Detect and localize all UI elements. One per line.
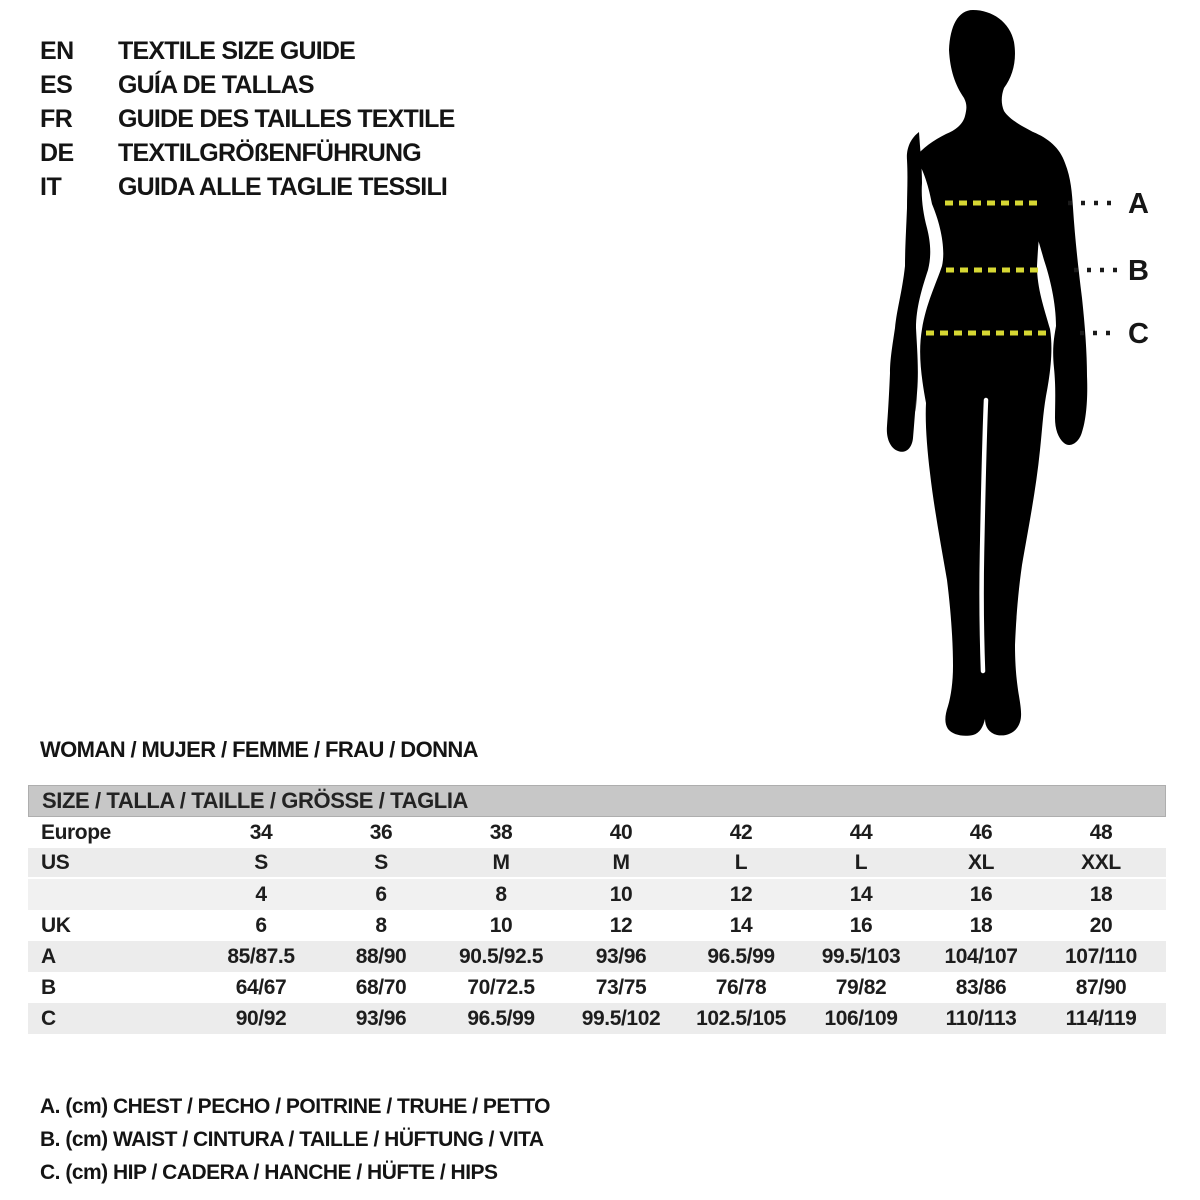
table-row-us-numeric — [28, 879, 1166, 910]
size-cell: 90.5/92.5 — [459, 944, 543, 968]
size-table-header: SIZE / TALLA / TAILLE / GRÖSSE / TAGLIA — [28, 785, 1166, 817]
row-label: B — [41, 975, 56, 999]
size-cell: 68/70 — [355, 975, 407, 999]
title-row-en — [40, 34, 455, 68]
size-cell: 88/90 — [355, 944, 407, 968]
size-cell: S — [374, 850, 388, 874]
title-es: GUÍA DE TALLAS — [118, 70, 314, 99]
woman-silhouette-body — [915, 10, 1058, 736]
size-cell: 83/86 — [955, 975, 1007, 999]
size-cell: 18 — [1089, 882, 1113, 906]
size-cell: XL — [967, 850, 995, 874]
size-cell: 102.5/105 — [696, 1006, 786, 1030]
size-cell: M — [492, 850, 510, 874]
size-cell: 20 — [1089, 913, 1113, 937]
size-cell: L — [734, 850, 748, 874]
size-cell: 44 — [849, 820, 873, 844]
size-cell: 10 — [489, 913, 513, 937]
table-row-uk — [28, 910, 1166, 941]
legend-chest: A. (cm) CHEST / PECHO / POITRINE / TRUHE / PETTO — [40, 1094, 551, 1118]
size-cell: 104/107 — [944, 944, 1018, 968]
size-cell: 107/110 — [1065, 944, 1137, 968]
row-label: C — [41, 1006, 56, 1030]
size-cell: 87/90 — [1075, 975, 1127, 999]
measurement-label-b: B — [1128, 255, 1149, 287]
size-cell: 114/119 — [1065, 1006, 1137, 1030]
size-cell: 42 — [729, 820, 753, 844]
size-cell: 79/82 — [835, 975, 887, 999]
size-cell: 12 — [729, 882, 753, 906]
lang-code-it: IT — [40, 172, 62, 201]
size-cell: 48 — [1089, 820, 1113, 844]
size-cell: 96.5/99 — [707, 944, 775, 968]
title-row-de — [40, 136, 455, 170]
size-cell: 36 — [369, 820, 393, 844]
size-cell: 76/78 — [715, 975, 767, 999]
size-cell: XXL — [1081, 850, 1121, 874]
size-cell: 14 — [729, 913, 753, 937]
size-cell: 73/75 — [595, 975, 647, 999]
table-row-chest-a — [28, 941, 1166, 972]
row-label: A — [41, 944, 56, 968]
table-row-europe — [28, 817, 1166, 848]
size-cell: 64/67 — [235, 975, 287, 999]
lang-code-es: ES — [40, 70, 73, 99]
section-heading: WOMAN / MUJER / FEMME / FRAU / DONNA — [40, 737, 478, 762]
title-en: TEXTILE SIZE GUIDE — [118, 36, 356, 65]
size-cell: 6 — [375, 882, 387, 906]
row-label: Europe — [41, 820, 111, 844]
measurement-label-a: A — [1128, 188, 1149, 220]
size-cell: 99.5/102 — [581, 1006, 661, 1030]
title-block — [40, 34, 455, 204]
size-cell: 12 — [609, 913, 633, 937]
size-cell: 6 — [255, 913, 267, 937]
size-cell: 4 — [255, 882, 267, 906]
size-cell: 14 — [849, 882, 873, 906]
title-row-it — [40, 170, 455, 204]
lang-code-fr: FR — [40, 104, 73, 133]
size-cell: 40 — [609, 820, 633, 844]
size-cell: 110/113 — [945, 1006, 1017, 1030]
size-cell: 8 — [495, 882, 507, 906]
woman-silhouette-figure — [870, 8, 1200, 753]
size-cell: 46 — [969, 820, 993, 844]
size-cell: 70/72.5 — [467, 975, 535, 999]
title-row-fr — [40, 102, 455, 136]
row-label: US — [41, 850, 70, 874]
size-cell: 106/109 — [824, 1006, 898, 1030]
legend-hip: C. (cm) HIP / CADERA / HANCHE / HÜFTE / HIPS — [40, 1160, 498, 1184]
size-cell: M — [612, 850, 630, 874]
title-row-es — [40, 68, 455, 102]
size-cell: L — [854, 850, 868, 874]
measurement-label-c: C — [1128, 318, 1149, 350]
measurement-legend — [40, 1090, 550, 1189]
title-de: TEXTILGRÖßENFÜHRUNG — [118, 138, 421, 167]
table-row-waist-b — [28, 972, 1166, 1003]
size-cell: 93/96 — [355, 1006, 407, 1030]
size-cell: 10 — [609, 882, 633, 906]
table-row-hip-c — [28, 1003, 1166, 1034]
title-it: GUIDA ALLE TAGLIE TESSILI — [118, 172, 448, 201]
lang-code-en: EN — [40, 36, 74, 65]
size-cell: 38 — [489, 820, 513, 844]
size-cell: S — [254, 850, 268, 874]
size-cell: 8 — [375, 913, 387, 937]
size-cell: 18 — [969, 913, 993, 937]
size-cell: 93/96 — [595, 944, 647, 968]
size-cell: 90/92 — [235, 1006, 287, 1030]
title-fr: GUIDE DES TAILLES TEXTILE — [118, 104, 455, 133]
size-cell: 34 — [249, 820, 273, 844]
row-label: UK — [41, 913, 71, 937]
size-cell: 16 — [849, 913, 873, 937]
woman-silhouette-left-arm — [887, 132, 930, 452]
size-cell: 85/87.5 — [227, 944, 295, 968]
size-table — [28, 785, 1166, 1034]
size-cell: 16 — [969, 882, 993, 906]
lang-code-de: DE — [40, 138, 74, 167]
table-row-us — [28, 848, 1166, 879]
size-cell: 99.5/103 — [821, 944, 901, 968]
legend-waist: B. (cm) WAIST / CINTURA / TAILLE / HÜFTUNG / VITA — [40, 1127, 544, 1151]
size-cell: 96.5/99 — [467, 1006, 535, 1030]
